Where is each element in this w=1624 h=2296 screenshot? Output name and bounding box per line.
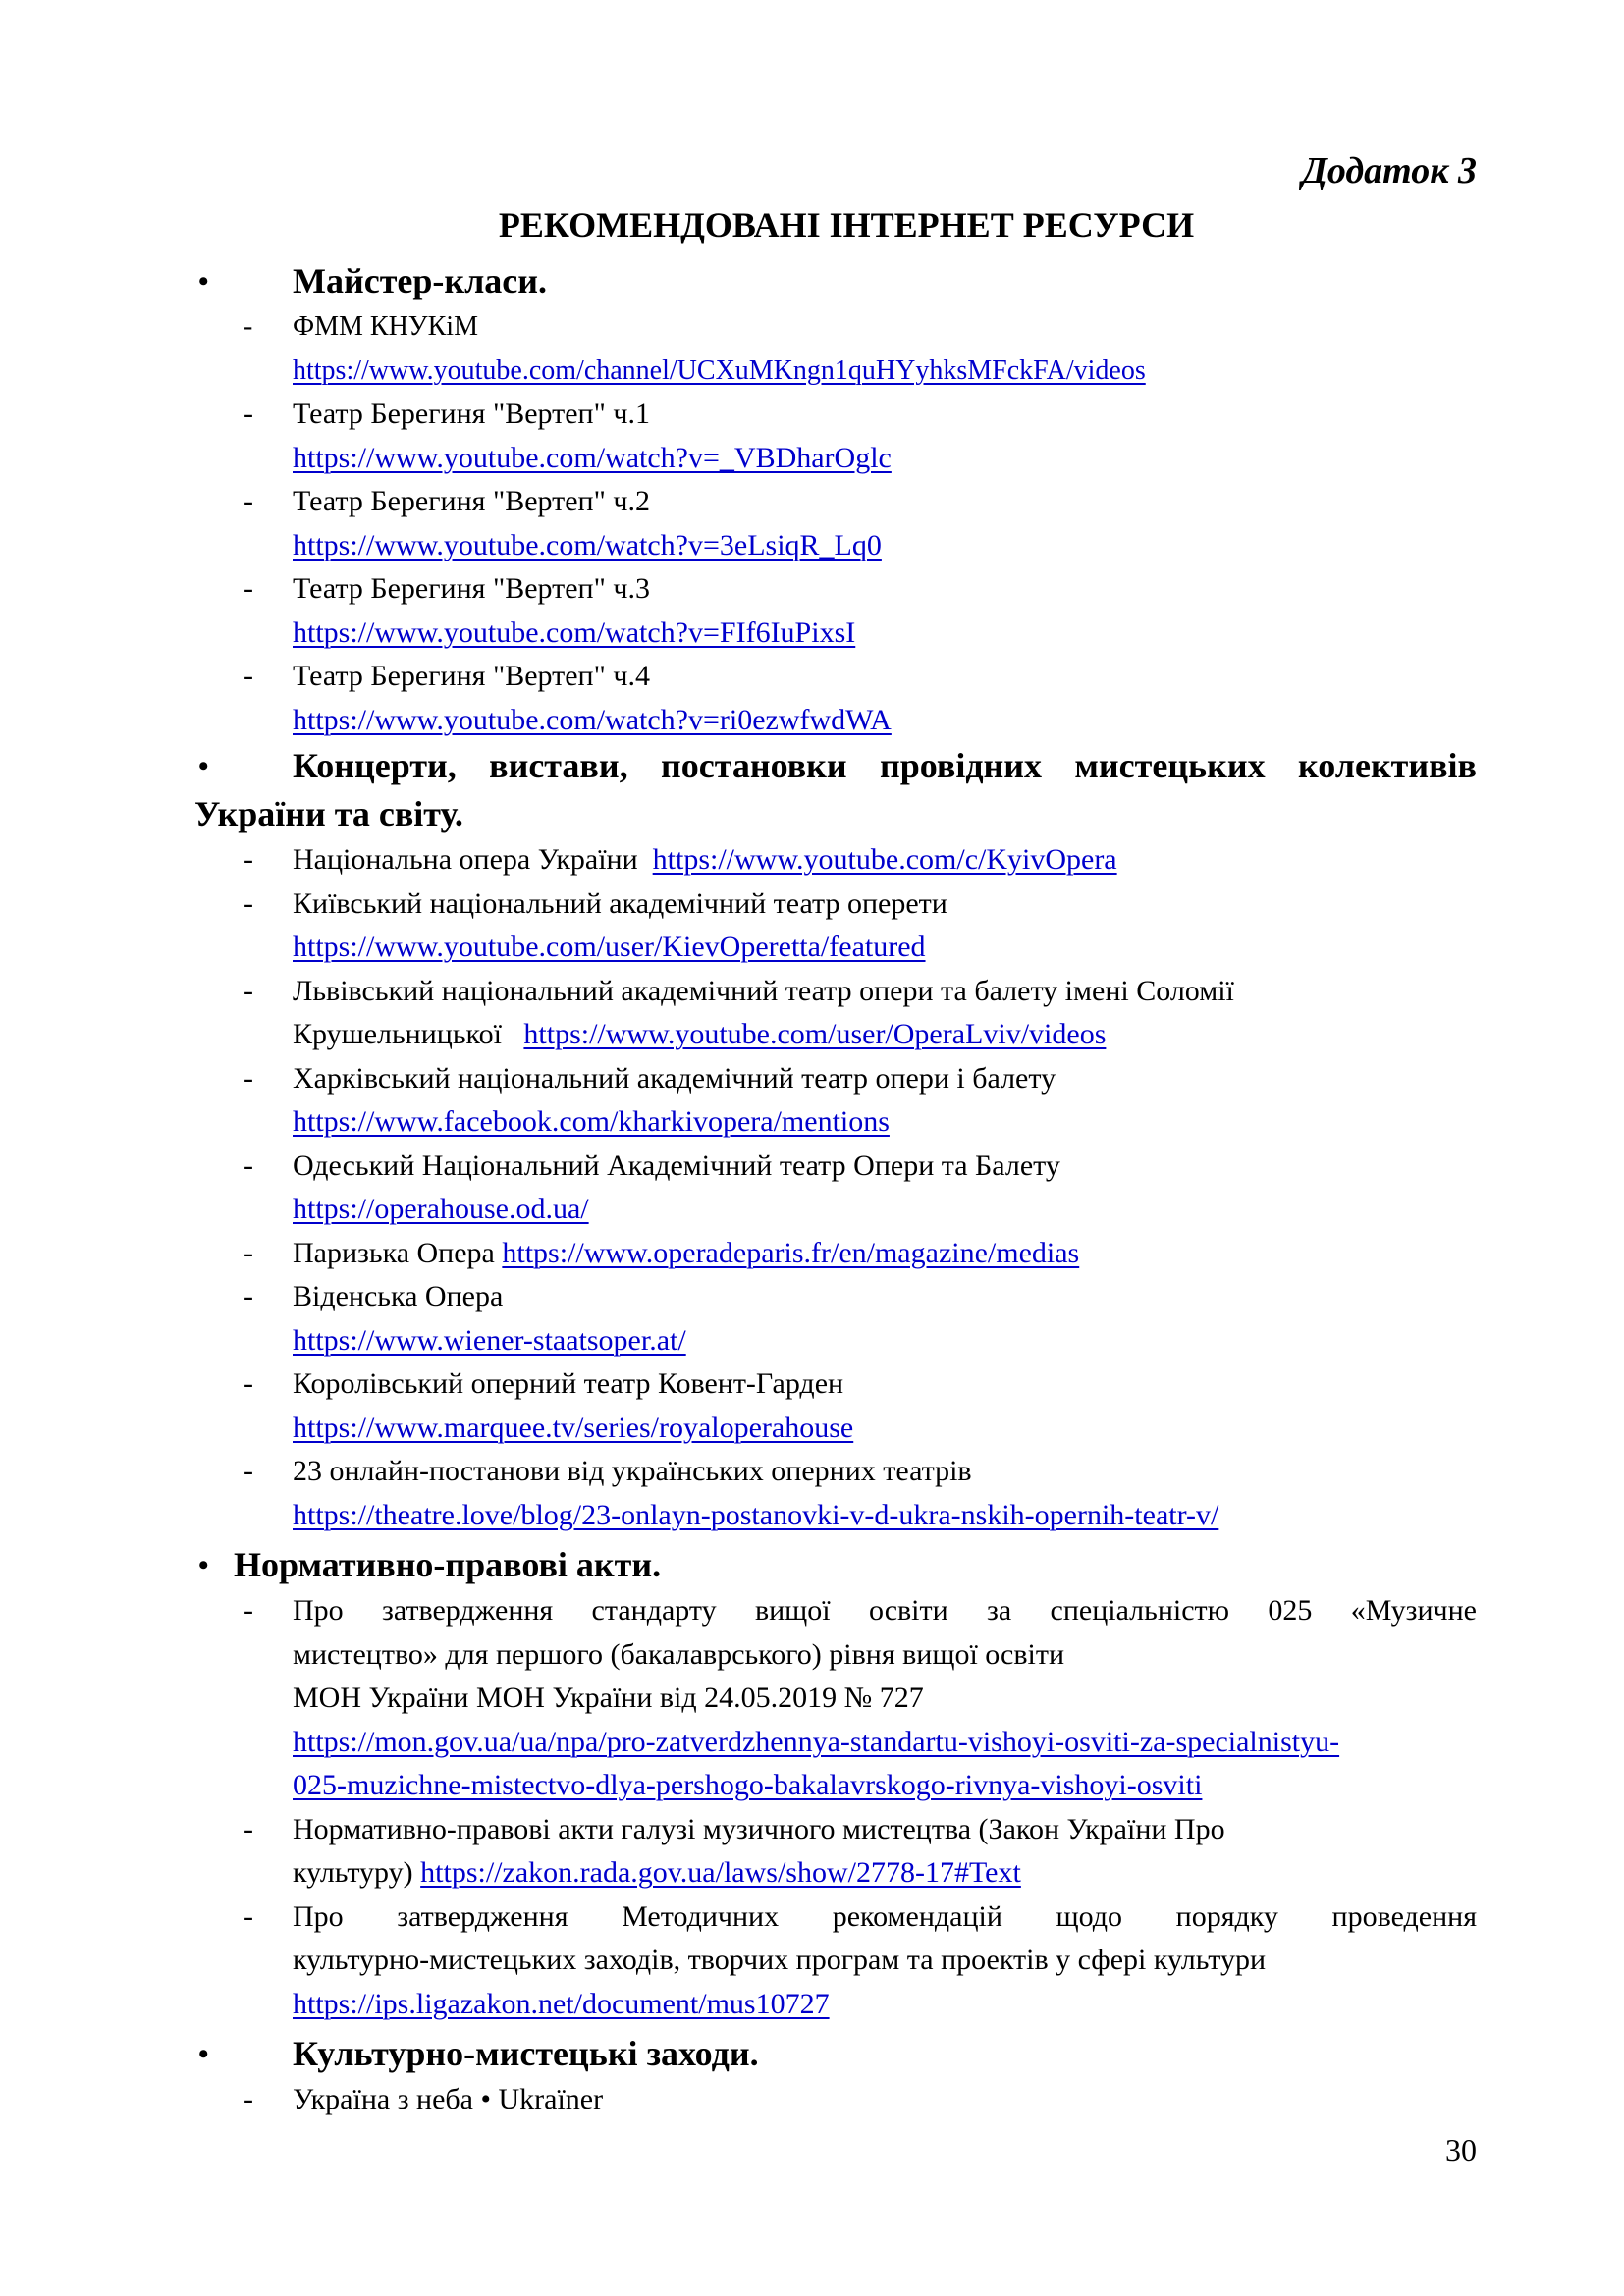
dash-icon: - <box>244 572 253 605</box>
resource-list <box>194 1589 1477 2026</box>
section-regulations <box>194 1541 1477 2026</box>
list-item: - Про затвердження Методичних рекомендацій щодо порядку проведення культурно-мистецьких заходів, творчих програм та проектів у сфері культури https://ips.ligazakon.net/document/mus10727 <box>194 1896 1477 2027</box>
section-concerts <box>194 742 1477 1537</box>
dash-icon: - <box>244 1594 253 1627</box>
dash-icon: - <box>244 1455 253 1487</box>
resource-list <box>194 2078 1477 2122</box>
list-item: - Театр Берегиня "Вертеп" ч.2 https://www.youtube.com/watch?v=3eLsiqR_Lq0 <box>194 480 1477 567</box>
resource-link[interactable]: https://www.marquee.tv/series/royaloperahouse <box>293 1411 854 1444</box>
section-master-classes <box>194 257 1477 742</box>
resource-link[interactable]: https://www.youtube.com/watch?v=_VBDharOglc <box>293 441 892 474</box>
list-item: - Театр Берегиня "Вертеп" ч.4 https://www.youtube.com/watch?v=ri0ezwfwdWA <box>194 655 1477 742</box>
resource-link[interactable]: https://www.youtube.com/user/OperaLviv/videos <box>523 1018 1107 1050</box>
resource-link[interactable]: https://mon.gov.ua/ua/npa/pro-zatverdzhennya-standartu-vishoyi-osviti-za-specialnistyu- <box>293 1725 1340 1758</box>
resource-link[interactable]: https://www.youtube.com/c/KyivOpera <box>652 843 1117 876</box>
resource-link[interactable]: https://www.facebook.com/kharkivopera/mentions <box>293 1105 890 1138</box>
dash-icon: - <box>244 1148 253 1182</box>
list-item: - Театр Берегиня "Вертеп" ч.3 https://www.youtube.com/watch?v=FIf6IuPixsI <box>194 567 1477 655</box>
section-heading: • Майстер-класи. <box>194 257 1477 305</box>
resource-list <box>194 305 1477 742</box>
resource-link-continued[interactable]: 025-muzichne-mistectvo-dlya-pershogo-bakalavrskogo-rivnya-vishoyi-osviti <box>293 1769 1203 1801</box>
dash-icon: - <box>244 1236 253 1269</box>
dash-icon: - <box>244 660 253 692</box>
resource-link[interactable]: https://www.youtube.com/watch?v=FIf6IuPixsI <box>293 615 856 649</box>
list-item: - 23 онлайн-постанови від українських оперних театрів https://theatre.love/blog/23-onlayn-postanovki-v-d-ukra-nskih-opernih-teatr-v/ <box>194 1450 1477 1537</box>
list-item: - ФММ КНУКіМ https://www.youtube.com/channel/UCXuMKngn1quHYyhksMFckFA/videos <box>194 305 1477 393</box>
list-item: - Одеський Національний Академічний театр Опери та Балету https://operahouse.od.ua/ <box>194 1145 1477 1232</box>
bullet-icon: • <box>198 750 209 782</box>
section-heading: • Культурно-мистецькі заходи. <box>194 2030 1477 2078</box>
resource-link[interactable]: https://zakon.rada.gov.ua/laws/show/2778-17#Text <box>420 1856 1021 1889</box>
page-title: РЕКОМЕНДОВАНІ ІНТЕРНЕТ РЕСУРСИ <box>498 205 1195 244</box>
dash-icon: - <box>244 1367 253 1400</box>
list-item: - Королівський оперний театр Ковент-Гарден https://www.marquee.tv/series/royaloperahouse <box>194 1362 1477 1450</box>
bullet-icon: • <box>198 2038 209 2070</box>
section-cultural-events <box>194 2030 1477 2122</box>
section-heading: • Концерти, вистави, постановки провідних мистецьких колективів України та світу. <box>194 742 1477 838</box>
resources-content <box>194 257 1477 2122</box>
list-item: - Національна опера України https://www.youtube.com/c/KyivOpera <box>194 838 1477 882</box>
resource-link[interactable]: https://www.operadeparis.fr/en/magazine/medias <box>502 1236 1080 1269</box>
dash-icon: - <box>244 398 253 430</box>
list-item: - Україна з неба • Ukraїner <box>194 2078 1477 2122</box>
list-item: - Паризька Опера https://www.operadeparis.fr/en/magazine/medias <box>194 1232 1477 1276</box>
resource-link[interactable]: https://www.wiener-staatsoper.at/ <box>293 1323 686 1357</box>
list-item: - Нормативно-правові акти галузі музичного мистецтва (Закон України Про культуру) https://zakon.rada.gov.ua/laws/show/2778-17#Text <box>194 1808 1477 1896</box>
dash-icon: - <box>244 886 253 920</box>
dash-icon: - <box>244 1812 253 1845</box>
resource-link[interactable]: https://www.youtube.com/channel/UCXuMKngn1quHYyhksMFckFA/videos <box>293 354 1146 386</box>
list-item: - Театр Берегиня "Вертеп" ч.1 https://www.youtube.com/watch?v=_VBDharOglc <box>194 393 1477 480</box>
dash-icon: - <box>244 1899 253 1933</box>
dash-icon: - <box>244 1280 253 1312</box>
section-heading: • Нормативно-правові акти. <box>194 1541 1477 1589</box>
dash-icon: - <box>244 974 253 1007</box>
resource-link[interactable]: https://www.youtube.com/user/KievOperetta/featured <box>293 931 926 963</box>
resource-link[interactable]: https://www.youtube.com/watch?v=3eLsiqR_Lq0 <box>293 528 882 561</box>
resource-list <box>194 838 1477 1537</box>
bullet-icon: • <box>198 265 209 297</box>
list-item: - Харківський національний академічний театр опери і балету https://www.facebook.com/kharkivopera/mentions <box>194 1057 1477 1145</box>
resource-link[interactable]: https://ips.ligazakon.net/document/mus10727 <box>293 1987 830 2020</box>
appendix-label: Додаток 3 <box>1301 150 1477 191</box>
resource-link[interactable]: https://operahouse.od.ua/ <box>293 1193 589 1225</box>
list-item: - Про затвердження стандарту вищої освіти за спеціальністю 025 «Музичне мистецтво» для першого (бакалаврського) рівня вищої освіти МОН України МОН України від 24.05.2019 № 727 https://mon.gov.ua/ua/npa/pro-zatverdzhennya-standartu-vishoyi-osviti-za-specialnistyu- 025-muzichne-mistectvo-dlya-pershogo-bakalavrskogo-rivnya-vishoyi-osviti <box>194 1589 1477 1808</box>
dash-icon: - <box>244 1061 253 1095</box>
resource-link[interactable]: https://theatre.love/blog/23-onlayn-postanovki-v-d-ukra-nskih-opernih-teatr-v/ <box>293 1498 1219 1531</box>
list-item: - Віденська Опера https://www.wiener-staatsoper.at/ <box>194 1275 1477 1362</box>
dash-icon: - <box>244 485 253 517</box>
dash-icon: - <box>244 311 253 342</box>
dash-icon: - <box>244 2083 253 2115</box>
bullet-icon: • <box>198 1549 209 1581</box>
resource-link[interactable]: https://www.youtube.com/watch?v=ri0ezwfwdWA <box>293 703 892 736</box>
dash-icon: - <box>244 843 253 876</box>
list-item: - Київський національний академічний театр оперети https://www.youtube.com/user/KievOperetta/featured <box>194 882 1477 970</box>
page-number: 30 <box>1445 2132 1477 2167</box>
list-item: - Львівський національний академічний театр опери та балету імені Соломії Крушельницької https://www.youtube.com/user/OperaLviv/videos <box>194 970 1477 1057</box>
